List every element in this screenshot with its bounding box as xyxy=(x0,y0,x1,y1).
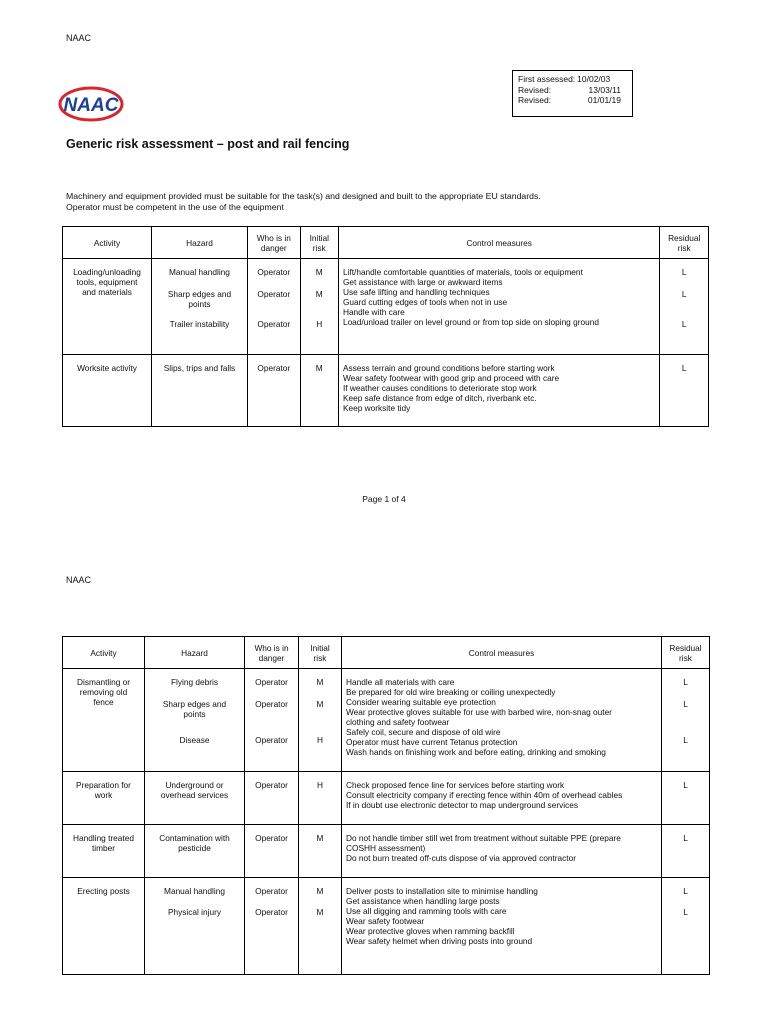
activity-cell: Preparation for work xyxy=(63,772,145,825)
hazard-cell: Contamination with pesticide xyxy=(145,825,245,878)
residual-risk-cell: L xyxy=(662,825,710,878)
activity-cell: Loading/unloading tools, equipment and materials xyxy=(63,259,152,355)
page-number: Page 1 of 4 xyxy=(362,494,406,504)
table-header-row xyxy=(63,227,709,259)
assessment-value: 10/02/03 xyxy=(577,74,611,84)
residual-risk-cell: L L L xyxy=(660,259,709,355)
logo-text: NAAC xyxy=(63,95,119,116)
table-row xyxy=(63,825,710,878)
table-row xyxy=(63,259,709,355)
col-activity: Activity xyxy=(63,637,145,669)
control-measures-cell: Assess terrain and ground conditions before starting work Wear safety footwear with good grip and proceed with care If weather causes conditions to deteriorate stop work Keep safe distance from edge of ditch, riverbank etc. Keep worksite tidy xyxy=(338,355,659,427)
activity-cell: Handling treated timber xyxy=(63,825,145,878)
risk-table-2 xyxy=(62,636,710,975)
col-activity: Activity xyxy=(63,227,152,259)
table-row xyxy=(63,669,710,772)
residual-risk-cell: L xyxy=(662,772,710,825)
control-measures-cell: Deliver posts to installation site to minimise handling Get assistance when handling large posts Use all digging and ramming tools with care Wear safety footwear Wear protective gloves when ramming backfill Wear safety helmet when driving posts into ground xyxy=(342,878,662,975)
assessment-label: Revised: xyxy=(518,84,552,95)
residual-risk-cell: L L L xyxy=(662,669,710,772)
hazard-cell: Slips, trips and falls xyxy=(151,355,247,427)
activity-cell: Dismantling or removing old fence xyxy=(63,669,145,772)
assessment-value: 01/01/19 xyxy=(587,95,621,105)
intro-line: Operator must be competent in the use of the equipment xyxy=(66,202,284,212)
risk-table-1 xyxy=(62,226,709,427)
col-who: Who is in danger xyxy=(247,227,300,259)
residual-risk-cell: L L xyxy=(662,878,710,975)
initial-risk-cell: M M H xyxy=(300,259,338,355)
table-row xyxy=(63,878,710,975)
initial-risk-cell: M xyxy=(299,825,342,878)
who-cell: Operator Operator xyxy=(245,878,299,975)
control-measures-cell: Handle all materials with care Be prepared for old wire breaking or coiling unexpectedly Consider wearing suitable eye protection Wear protective gloves suitable for use with barbed wire, non-snag outer clothing and safety footwear Safely coil, secure and dispose of old wire Operator must have current Tetanus protection Wash hands on finishing work and before eating, drinking and smoking xyxy=(342,669,662,772)
col-initial-risk: Initial risk xyxy=(300,227,338,259)
assessment-row xyxy=(518,85,627,96)
activity-cell: Worksite activity xyxy=(63,355,152,427)
page-title: Generic risk assessment – post and rail fencing xyxy=(66,137,350,151)
table-row xyxy=(63,355,709,427)
assessment-label: Revised: xyxy=(518,95,552,105)
hazard-cell: Manual handling Sharp edges and points Trailer instability xyxy=(151,259,247,355)
who-cell: Operator xyxy=(247,355,300,427)
hazard-cell: Manual handling Physical injury xyxy=(145,878,245,975)
who-cell: Operator xyxy=(245,772,299,825)
col-residual-risk: Residual risk xyxy=(660,227,709,259)
header-org: NAAC xyxy=(66,33,92,43)
assessment-row xyxy=(518,95,627,106)
col-who: Who is in danger xyxy=(245,637,299,669)
assessment-dates-box xyxy=(512,70,633,117)
col-control-measures: Control measures xyxy=(342,637,662,669)
col-control-measures: Control measures xyxy=(338,227,659,259)
col-hazard: Hazard xyxy=(145,637,245,669)
assessment-label: First assessed: xyxy=(518,74,576,84)
control-measures-cell: Check proposed fence line for services before starting work Consult electricity company if erecting fence within 40m of overhead cables If in doubt use electronic detector to map underground services xyxy=(342,772,662,825)
initial-risk-cell: M M H xyxy=(299,669,342,772)
activity-cell: Erecting posts xyxy=(63,878,145,975)
initial-risk-cell: M xyxy=(300,355,338,427)
assessment-row xyxy=(518,74,627,85)
intro-text xyxy=(66,191,541,213)
hazard-cell: Underground or overhead services xyxy=(145,772,245,825)
page2-header-org: NAAC xyxy=(66,575,92,585)
who-cell: Operator Operator Operator xyxy=(245,669,299,772)
residual-risk-cell: L xyxy=(660,355,709,427)
table-header-row xyxy=(63,637,710,669)
initial-risk-cell: M M xyxy=(299,878,342,975)
intro-line: Machinery and equipment provided must be suitable for the task(s) and designed and built to the appropriate EU standards. xyxy=(66,191,541,201)
control-measures-cell: Lift/handle comfortable quantities of materials, tools or equipment Get assistance with large or awkward items Use safe lifting and handling techniques Guard cutting edges of tools when not in use Handle with care Load/unload trailer on level ground or from top side on sloping ground xyxy=(338,259,659,355)
control-measures-cell: Do not handle timber still wet from treatment without suitable PPE (prepare COSHH assessment) Do not burn treated off-cuts dispose of via approved contractor xyxy=(342,825,662,878)
hazard-cell: Flying debris Sharp edges and points Disease xyxy=(145,669,245,772)
assessment-value: 13/03/11 xyxy=(588,84,621,95)
table-row xyxy=(63,772,710,825)
who-cell: Operator Operator Operator xyxy=(247,259,300,355)
initial-risk-cell: H xyxy=(299,772,342,825)
naac-logo xyxy=(58,86,124,122)
col-residual-risk: Residual risk xyxy=(662,637,710,669)
col-initial-risk: Initial risk xyxy=(299,637,342,669)
col-hazard: Hazard xyxy=(151,227,247,259)
who-cell: Operator xyxy=(245,825,299,878)
